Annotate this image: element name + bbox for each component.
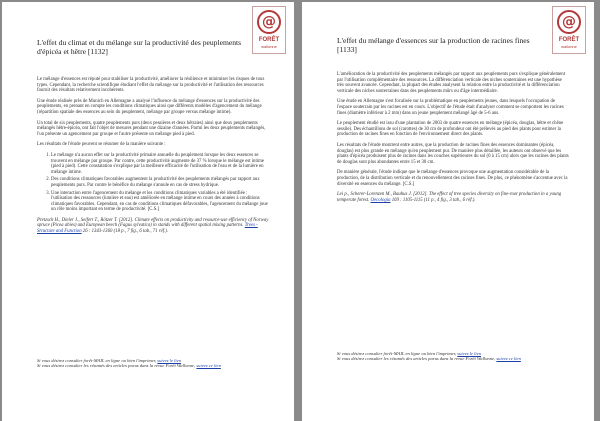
page-footer (337, 351, 569, 362)
footer-text-online: Si vous désirez consulter forêt-MAIL en ligne ou bien l'imprimer, (37, 358, 157, 363)
footer-text-online: Si vous désirez consulter forêt-MAIL en ligne ou bien l'imprimer, (337, 351, 457, 356)
logo-brand-name: FORÊT (258, 37, 280, 43)
logo-brand-tagline: wallonne (261, 44, 277, 49)
list-item: 3. Une interaction entre l'agencement du mélange et les conditions climatiques variables a été identifiée : l'utilisation des ressources (lumière et eau) est améliorée en mélange intime en cours des années à conditions climatiques favorables. Cependant, en cas de conditions climatiques défavorables, l'agencement du mélange joue un rôle moins important en terme de productivité. [C.S.] (51, 191, 269, 213)
page-footer (37, 358, 269, 369)
list-item: 1. Le mélange n'a aucun effet sur la productivité primaire annuelle du peuplement lorsque les deux essences se trouvent en mélange par groupe. Par contre, cette productivité augmente de 37 % lorsque le mélange est intime (pied à pied). Cette constatation s'explique par la meilleure efficacité de l'utilisation de l'eau et de la lumière en mélange intime. (51, 153, 269, 175)
article-body (37, 77, 269, 240)
foret-wallonne-logo (252, 6, 286, 54)
paragraph: Le peuplement étudié est issu d'une plantation de 2003 de quatre essences en mélange (épicéa, douglas, hêtre et chêne sessile). Des échantillons de sol (carottes) de 30 cm de profondeur ont été prélevés au pied des plants pour estimer la production de racines fines en fonction de l'environnement direct des plants. (337, 121, 564, 138)
logo-brand-name: FORÊT (558, 37, 580, 43)
paragraph: Les résultats de l'étude peuvent se résumer de la manière suivante : (37, 142, 166, 148)
follow-link[interactable]: suivez le lien (157, 358, 182, 363)
journal-link[interactable]: Trees - Structure and Function (37, 223, 258, 235)
reference-details: 169 : 1105-1115 (11 p., 4 fig., 3 tab., 6 réf.). (391, 197, 476, 203)
document-page-left (2, 2, 294, 421)
foret-wallonne-logo (552, 6, 586, 54)
journal-link[interactable]: Oecologia (370, 197, 391, 203)
paragraph: De manière générale, l'étude indique que le mélange d'essences provoque une augmentation considérable de la production, de la distribution verticale et du renouvellement des racines fines. De plus, ce phénomène s'accentue avec la diversité en essences du mélange. [C.S.] (337, 170, 568, 187)
reference (37, 218, 269, 235)
article-body (337, 72, 569, 208)
results-list (37, 153, 269, 213)
list-item: 2. Des conditions climatiques favorables augmentent la productivité des peuplements mélangés par rapport aux peuplements purs. Par contre le bénéfice du mélange s'annule en cas de stress hydrique. (51, 177, 269, 188)
paragraph: L'amélioration de la productivité des peuplements mélangés par rapport aux peuplements purs s'explique généralement par l'utilisation complémentaire des ressources. La différenciation verticale des niches souterraines est une hypothèse très souvent avancée. Cependant, la plupart des études analysent la relation entre la productivité et la différenciation verticale des niches souterraines dans des peuplements mûrs ou d'âge intermédiaire. (337, 72, 566, 94)
reference (337, 192, 569, 203)
follow-link-summaries[interactable]: suivez ce lien (196, 363, 221, 369)
at-sign-icon: @ (557, 10, 581, 34)
reference-details: 26 : 1343-1360 (18 p., 7 fig., 6 tab., 71 réf.). (82, 229, 169, 235)
article-title: L'effet du climat et du mélange sur la productivité des peuplements d'épicéa et hêtre [1132] (37, 38, 242, 56)
at-sign-icon: @ (257, 10, 281, 34)
paragraph: Un total de six peuplements, quatre peuplements purs (deux pessières et deux hêtraies) ainsi que deux peuplements mélangés hêtre-épicéa, ont fait l'objet de mesures pendant une dizaine d'années. Parmi les deux peuplements mélangés, l'un présente un agencement par groupe et l'autre présente un mélange pied à pied. (37, 120, 266, 137)
logo-brand-tagline: wallonne (561, 44, 577, 49)
document-page-right (302, 2, 594, 421)
follow-link-summaries[interactable]: suivez ce lien (496, 356, 521, 362)
reference-text: Pretzsch H., Dieler J., Seifert T., Rötzer T. [2012]. Climate effects on productivity and resource-use efficiency of Norway spruce (Picea abies) and European beech (Fagus sylvatica) in stands with different spatial mixing patterns. (37, 217, 269, 229)
paragraph: Une étude réalisée près de Munich en Allemagne a analysé l'influence du mélange d'essences sur la productivité des peuplements, en prenant en compte les conditions climatiques ainsi que différents modèles d'agencement du mélange (répartition spatiale des essences au sein du peuplement, mélange par groupe versus mélange intime). (37, 98, 262, 115)
reference-text: Lei p., Scherer-Lorenzen M., Bauhus J. [2012]. The effect of tree species diversity on fine-root production in a young temperate forest. (337, 192, 562, 203)
footer-text-summaries: Si vous désirez consulter les résumés des articles parus dans la revue Forêt Wallonne, (337, 356, 496, 362)
article-title: L'effet du mélange d'essences sur la production de racines fines [1133] (337, 36, 530, 54)
paragraph: Les résultats de l'étude montrent entre autres, que la production de racines fines des essences dominantes (épicéa, douglas) est plus grande en mélange qu'en peuplement pur. De manière plus détaillée, les auteurs ont observé que les plants d'épicéa produisent plus de racines dans les couches supérieures du sol (0 à 15 cm) alors que les racines des plants de douglas sont plus abondantes entre 15 et 30 cm. (337, 142, 569, 165)
paragraph: Une étude en Allemagne s'est focalisée sur la problématique en peuplements jeunes, dans lesquels l'occupation de l'espace souterrain par les racines est en cours. L'objectif de l'étude était d'analyser comment se comportent les racines fines (diamètre inférieur à 2 mm) dans un jeune peuplement mélangé âgé de 5-6 ans. (337, 99, 564, 116)
paragraph: Le mélange d'essences est réputé pour stabiliser la productivité, améliorer la résilience et minimiser les risques de tous types. Cependant, la recherche scientifique étudiant l'effet du mélange sur la productivité et l'utilisation des ressources fournit des résultats relativement incohérents. (37, 77, 265, 94)
footer-text-summaries: Si vous désirez consulter les résumés des articles parus dans la revue Forêt Wallonne, (37, 363, 196, 369)
follow-link[interactable]: suivez le lien (457, 351, 482, 356)
